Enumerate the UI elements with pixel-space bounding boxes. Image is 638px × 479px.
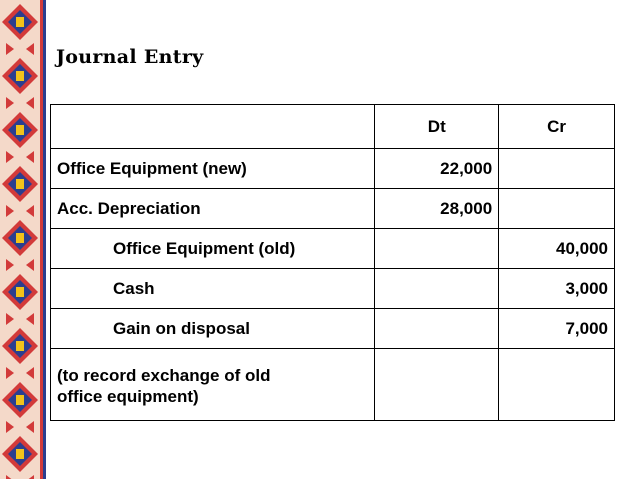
row-debit	[375, 309, 499, 349]
row-debit	[375, 229, 499, 269]
row-debit: 28,000	[375, 189, 499, 229]
ornament-diamond-icon	[2, 166, 38, 217]
row-account: Acc. Depreciation	[51, 189, 375, 229]
journal-entry-table	[50, 104, 615, 421]
table-row	[51, 309, 615, 349]
row-account: Gain on disposal	[51, 309, 375, 349]
header-account	[51, 105, 375, 149]
row-credit	[499, 189, 615, 229]
narration-row	[51, 349, 615, 421]
row-debit	[375, 269, 499, 309]
row-credit	[499, 149, 615, 189]
table-header-row	[51, 105, 615, 149]
table-row	[51, 229, 615, 269]
header-cr: Cr	[499, 105, 615, 149]
narration-debit	[375, 349, 499, 421]
ornament-diamond-icon	[2, 274, 38, 325]
page-title: Journal Entry	[56, 46, 204, 68]
ornament-diamond-icon	[2, 328, 38, 379]
header-dt: Dt	[375, 105, 499, 149]
row-account: Office Equipment (old)	[51, 229, 375, 269]
ornament-diamond-icon	[2, 436, 38, 479]
ornament-diamond-icon	[2, 58, 38, 109]
narration-line-2: office equipment)	[57, 386, 199, 406]
table-row	[51, 269, 615, 309]
table-row	[51, 149, 615, 189]
ornament-diamond-icon	[2, 220, 38, 271]
row-credit: 7,000	[499, 309, 615, 349]
ornament-diamond-icon	[2, 382, 38, 433]
narration-text	[51, 349, 375, 421]
row-account: Office Equipment (new)	[51, 149, 375, 189]
row-debit: 22,000	[375, 149, 499, 189]
row-account: Cash	[51, 269, 375, 309]
row-credit: 40,000	[499, 229, 615, 269]
table-row	[51, 189, 615, 229]
ornament-pattern	[0, 0, 50, 479]
ornament-diamond-icon	[2, 4, 38, 55]
narration-credit	[499, 349, 615, 421]
decorative-border	[0, 0, 50, 479]
row-credit: 3,000	[499, 269, 615, 309]
narration-line-1: (to record exchange of old	[57, 365, 271, 385]
ornament-diamond-icon	[2, 112, 38, 163]
